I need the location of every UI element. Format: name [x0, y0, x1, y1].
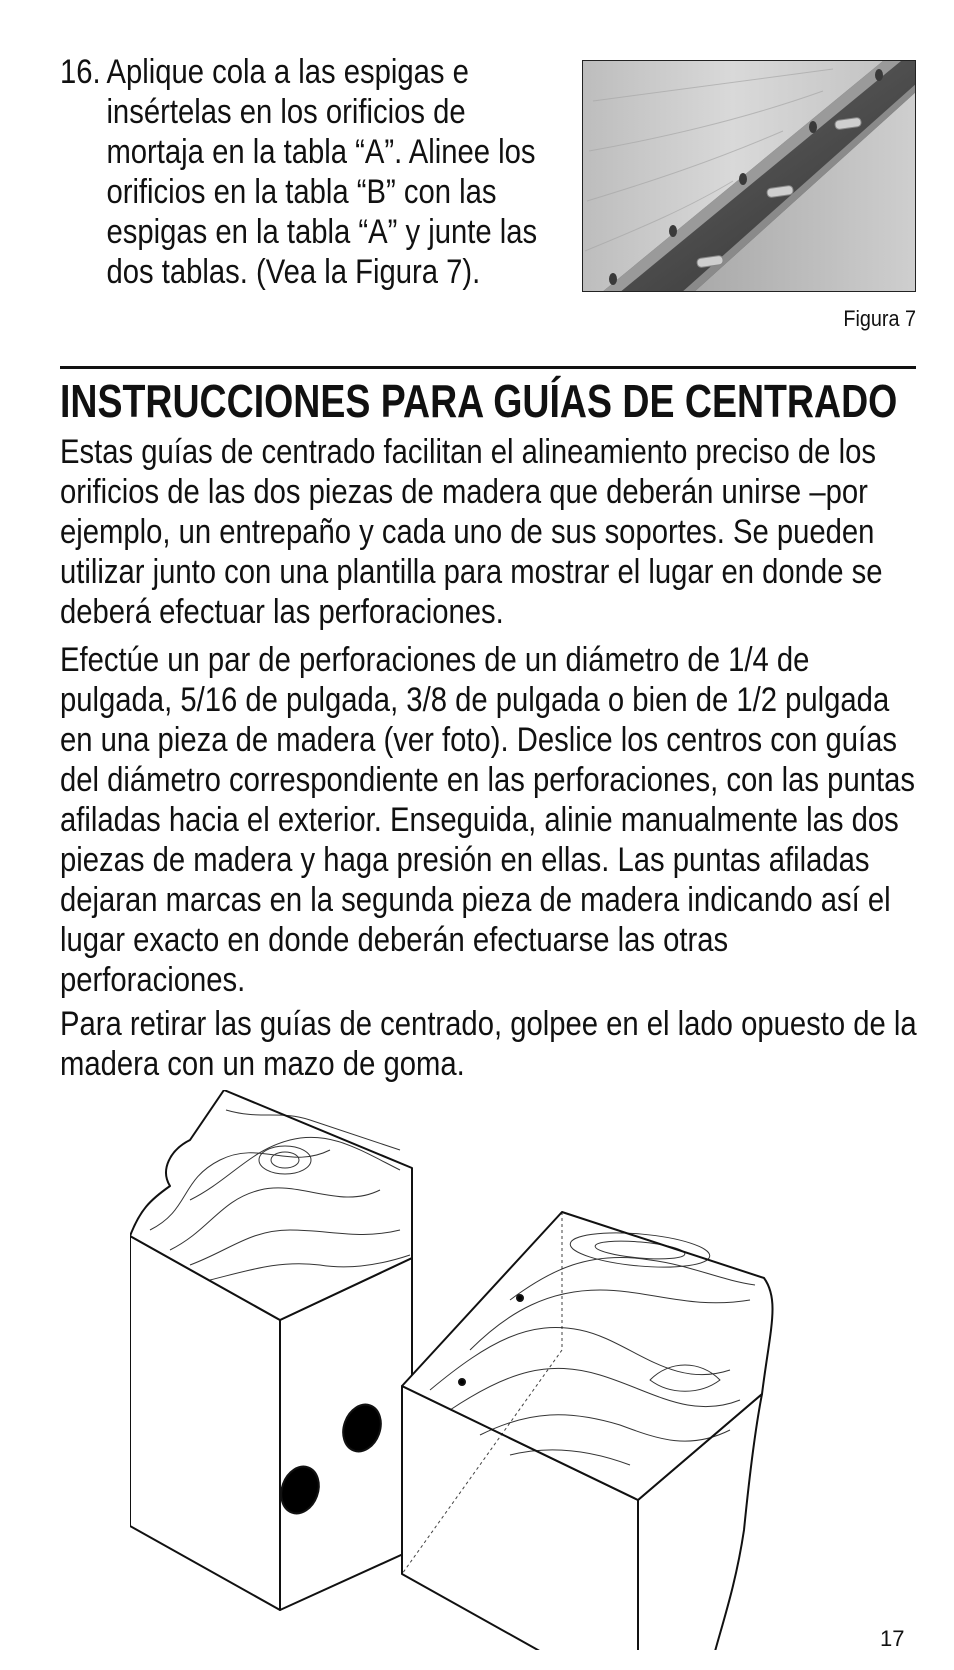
- section-divider: [60, 366, 916, 369]
- wood-blocks-drawing: [130, 1090, 850, 1650]
- dowel-centers-illustration: [130, 1090, 850, 1650]
- right-wood-block: [402, 1212, 773, 1650]
- figure-caption: Figura 7: [843, 306, 916, 331]
- left-wood-block: [130, 1090, 412, 1610]
- section-heading: INSTRUCCIONES PARA GUÍAS DE CENTRADO: [60, 375, 898, 427]
- paragraph-procedure: Efectúe un par de perforaciones de un diámetro de 1/4 de pulgada, 5/16 de pulgada, 3/8 de pulgada o bien de 1/2 pulgada en una pieza de madera (ver foto). Deslice los centros con guías del diámetro correspondiente en las perforaciones, con las puntas afiladas hacia el exterior. Enseguida, alinie manualmente las dos piezas de madera y haga presión en ellas. Las puntas afiladas dejaran marcas en la segunda pieza de madera indicando así el lugar exacto en donde deberán efectuarse las otras perforaciones.: [60, 641, 915, 999]
- paragraph-removal: Para retirar las guías de centrado, golpee en el lado opuesto de la madera con un mazo de goma.: [60, 1005, 917, 1083]
- page-number: 17: [880, 1626, 905, 1651]
- step-text: Aplique cola a las espigas e insértelas en los orificios de mortaja en la tabla “A”. Alinee los orificios en la tabla “B” con las espigas en la tabla “A” y junte las dos tablas. (Vea la Figura 7).: [106, 53, 538, 291]
- paragraph-intro: Estas guías de centrado facilitan el alineamiento preciso de los orificios de las dos piezas de madera que deberán unirse –por ejemplo, un entrepaño y cada uno de sus soportes. Se pueden utilizar junto con una plantilla para mostrar el lugar en donde se deberá efectuar las perforaciones.: [60, 433, 883, 631]
- dowel-boards-photo: [583, 61, 916, 292]
- step-number: 16.: [60, 53, 101, 91]
- figure-7-photo: [582, 60, 916, 292]
